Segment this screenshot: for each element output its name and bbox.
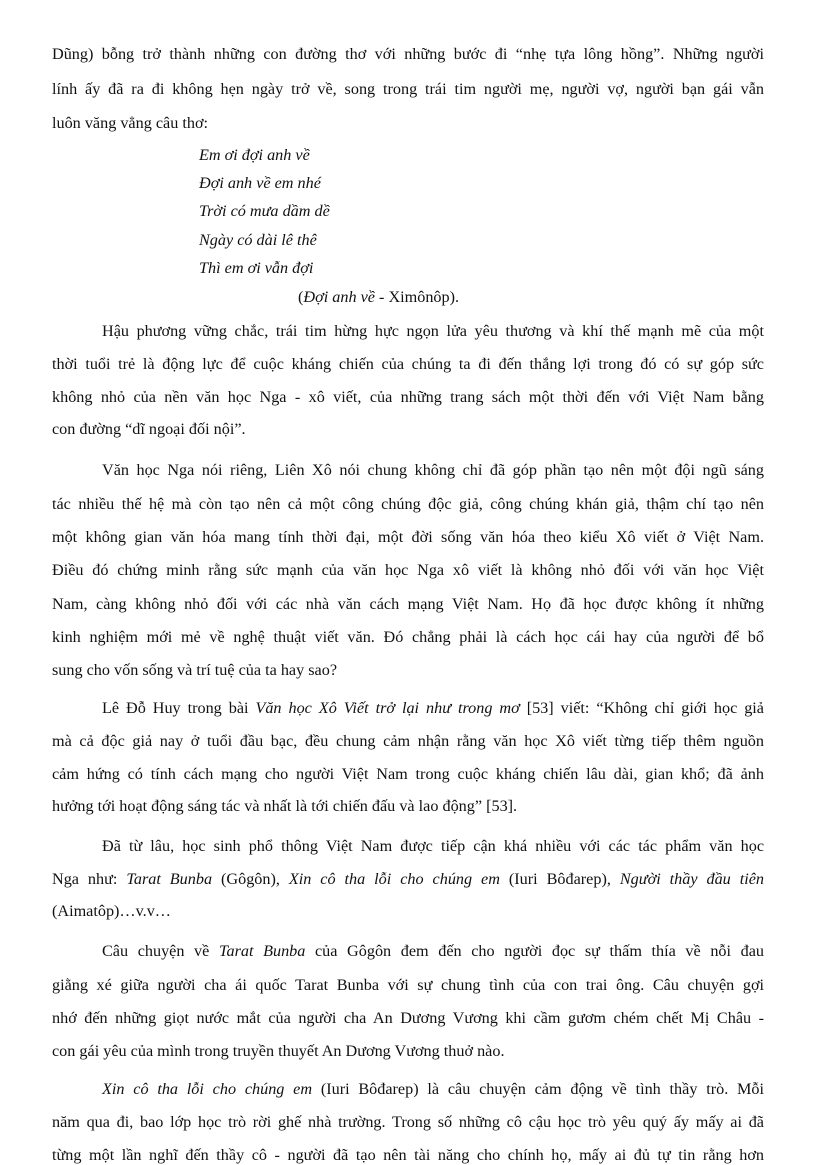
paragraph-line: con gái yêu của mình trong truyền thuyết An Dương Vương thuở nào. — [52, 1042, 505, 1060]
paragraph-line: một không gian văn hóa mang tính thời đại, một đời sống văn hóa theo kiểu Xô viết ở Việt Nam. — [52, 528, 764, 546]
paragraph-line: không nhỏ của nền văn học Nga - xô viết, của những trang sách một thời đến với Việt Nam bằng — [52, 388, 764, 406]
paragraph-line: Hậu phương vững chắc, trái tim hừng hực ngọn lửa yêu thương và khí thế mạnh mẽ của một — [102, 322, 764, 340]
text-run: của Gôgôn đem đến cho người đọc sự thấm thía về nỗi đau — [305, 942, 764, 960]
poem-source-open: ( — [298, 288, 304, 306]
work-title: Tarat Bunba — [218, 942, 306, 960]
paragraph-line: từng một lần nghĩ đến thầy cô - người đã tạo nên tài năng cho chính họ, mấy ai đủ tự tin rằng hơn — [52, 1146, 764, 1164]
work-title: Tarat Bunba — [126, 870, 213, 888]
work-title: Xin cô tha lỗi cho chúng em — [288, 870, 500, 888]
poem-source-title: Đợi anh về — [303, 288, 375, 306]
work-title: Xin cô tha lỗi cho chúng em — [102, 1080, 313, 1098]
text-run: (Iuri Bôđarep) là câu chuyện cảm động về tình thầy trò. Mỗi — [312, 1080, 765, 1098]
paragraph-line: hưởng tới hoạt động sáng tác và nhất là tới chiến đấu và lao động” [53]. — [52, 797, 518, 815]
paragraph-line: tác nhiều thế hệ mà còn tạo nên cả một công chúng độc giả, công chúng khán giả, thậm chí tạo nên — [52, 495, 764, 513]
text-run: (Gôgôn), — [212, 870, 289, 888]
text-run: [53] viết: “Không chỉ giới học giả — [519, 699, 764, 717]
paragraph-line — [102, 699, 764, 718]
paragraph-line: cảm hứng có tính cách mạng cho người Việt Nam trong cuộc kháng chiến lâu dài, gian khổ; đã ảnh — [52, 765, 764, 783]
text-run: Câu chuyện về — [102, 942, 219, 960]
text-run: (Iuri Bôđarep), — [499, 870, 620, 888]
paragraph-line: Nam, càng không nhỏ đối với các nhà văn cách mạng Việt Nam. Họ đã học được không ít những — [52, 595, 764, 613]
work-title: Người thầy đầu tiên — [619, 870, 764, 888]
paragraph-line: con đường “dĩ ngoại đối nội”. — [52, 420, 246, 438]
paragraph-line — [102, 942, 764, 961]
poem-line: Ngày có dài lê thê — [199, 231, 317, 249]
paragraph-line: mà cả độc giả nay ở tuổi đầu bạc, đều chung cảm nhận rằng văn học Xô viết từng tiếp thêm nguồn — [52, 732, 764, 750]
paragraph-line: Văn học Nga nói riêng, Liên Xô nói chung không chỉ đã góp phần tạo nên một đội ngũ sáng — [102, 461, 764, 479]
poem-line: Đợi anh về em nhé — [199, 174, 321, 192]
poem-line: Thì em ơi vẫn đợi — [199, 259, 314, 277]
poem-source — [298, 288, 459, 307]
paragraph-line: sung cho vốn sống và trí tuệ của ta hay sao? — [52, 661, 338, 679]
paragraph-line: luôn văng vẳng câu thơ: — [52, 114, 209, 132]
paragraph-line: thời tuổi trẻ là động lực để cuộc kháng chiến của chúng ta đi đến thắng lợi trong đó có sự góp sức — [52, 355, 764, 373]
poem-source-author: - Ximônôp). — [374, 288, 460, 306]
paragraph-line: Dũng) bỗng trở thành những con đường thơ với những bước đi “nhẹ tựa lông hồng”. Những người — [52, 45, 764, 63]
paragraph-line: nhớ đến những giọt nước mắt của người cha An Dương Vương khi cầm gươm chém chết Mị Châu - — [52, 1009, 764, 1027]
article-title: Văn học Xô Viết trở lại như trong mơ — [255, 699, 520, 717]
text-run: Nga như: — [52, 870, 127, 888]
paragraph-line — [52, 870, 764, 889]
paragraph-line: (Aimatôp)…v.v… — [52, 902, 171, 920]
text-run: Lê Đỗ Huy trong bài — [102, 699, 256, 717]
paragraph-line: năm qua đi, bao lớp học trò rời ghế nhà trường. Trong số những cô cậu học trò yêu quý ấy mấy ai đã — [52, 1113, 764, 1131]
poem-line: Em ơi đợi anh về — [199, 146, 310, 164]
paragraph-line: lính ấy đã ra đi không hẹn ngày trở về, song trong trái tim người mẹ, người vợ, người bạn gái vẫn — [52, 80, 764, 98]
paragraph-line: giằng xé giữa người cha ái quốc Tarat Bunba với sự chung tình của con trai ông. Câu chuyện gợi — [52, 976, 764, 994]
paragraph-line: Đã từ lâu, học sinh phổ thông Việt Nam được tiếp cận khá nhiều với các tác phẩm văn học — [102, 837, 764, 855]
paragraph-line: kinh nghiệm mới mẻ về nghệ thuật viết văn. Đó chẳng phải là cách học cái hay của người để bổ — [52, 628, 764, 646]
paragraph-line — [102, 1080, 764, 1099]
paragraph-line: Điều đó chứng minh rằng sức mạnh của văn học Nga xô viết là không nhỏ đối với văn học Việt — [52, 561, 764, 579]
poem-line: Trời có mưa dầm dề — [199, 202, 330, 220]
